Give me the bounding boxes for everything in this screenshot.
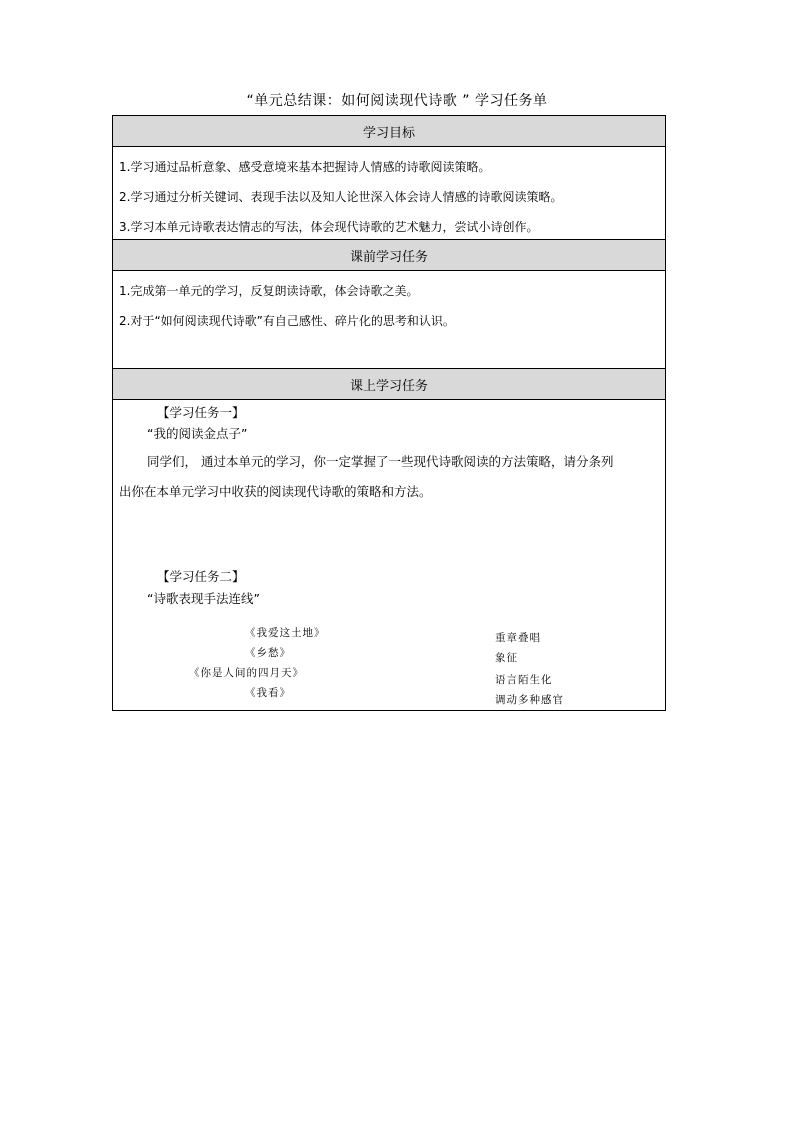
technique-label: 调动多种感官	[495, 694, 564, 706]
task1-subtitle: “我的阅读金点子”	[147, 426, 248, 441]
task2-subtitle: “诗歌表现手法连线”	[147, 591, 260, 606]
in-class-cell	[113, 400, 665, 711]
pre-class-item: 2.对于“如何阅读现代诗歌”有自己感性、碎片化的思考和认识。	[119, 314, 455, 328]
goal-item: 1.学习通过品析意象、感受意境来基本把握诗人情感的诗歌阅读策略。	[119, 160, 491, 174]
poem-title: 《乡愁》	[245, 647, 291, 659]
task1-label: 【学习任务一】	[157, 405, 245, 420]
technique-label: 象征	[495, 652, 518, 664]
goal-item: 2.学习通过分析关键词、表现手法以及知人论世深入体会诗人情感的诗歌阅读策略。	[119, 190, 563, 204]
pre-class-item: 1.完成第一单元的学习，反复朗读诗歌，体会诗歌之美。	[119, 284, 419, 298]
pre-class-cell	[113, 271, 665, 369]
task-sheet-table	[112, 115, 666, 711]
poem-title: 《我爱这土地》	[245, 627, 326, 639]
task1-body-line: 出你在本单元学习中收获的阅读现代诗歌的策略和方法。	[119, 484, 432, 499]
poem-title: 《我看》	[245, 687, 291, 699]
document-title: “单元总结课：如何阅读现代诗歌 ” 学习任务单	[246, 93, 548, 109]
poem-title: 《你是人间的四月天》	[189, 667, 304, 679]
goal-item: 3.学习本单元诗歌表达情志的写法，体会现代诗歌的艺术魅力，尝试小诗创作。	[119, 220, 539, 234]
goals-cell	[113, 147, 665, 240]
technique-label: 重章叠唱	[495, 632, 541, 644]
task1-body-line: 同学们， 通过本单元的学习，你一定掌握了一些现代诗歌阅读的方法策略，请分条列	[147, 454, 614, 469]
task2-label: 【学习任务二】	[157, 569, 245, 584]
technique-label: 语言陌生化	[495, 674, 553, 686]
section-header-in-class: 课上学习任务	[113, 369, 665, 400]
section-header-pre-class: 课前学习任务	[113, 240, 665, 271]
section-header-goals: 学习目标	[113, 116, 665, 147]
